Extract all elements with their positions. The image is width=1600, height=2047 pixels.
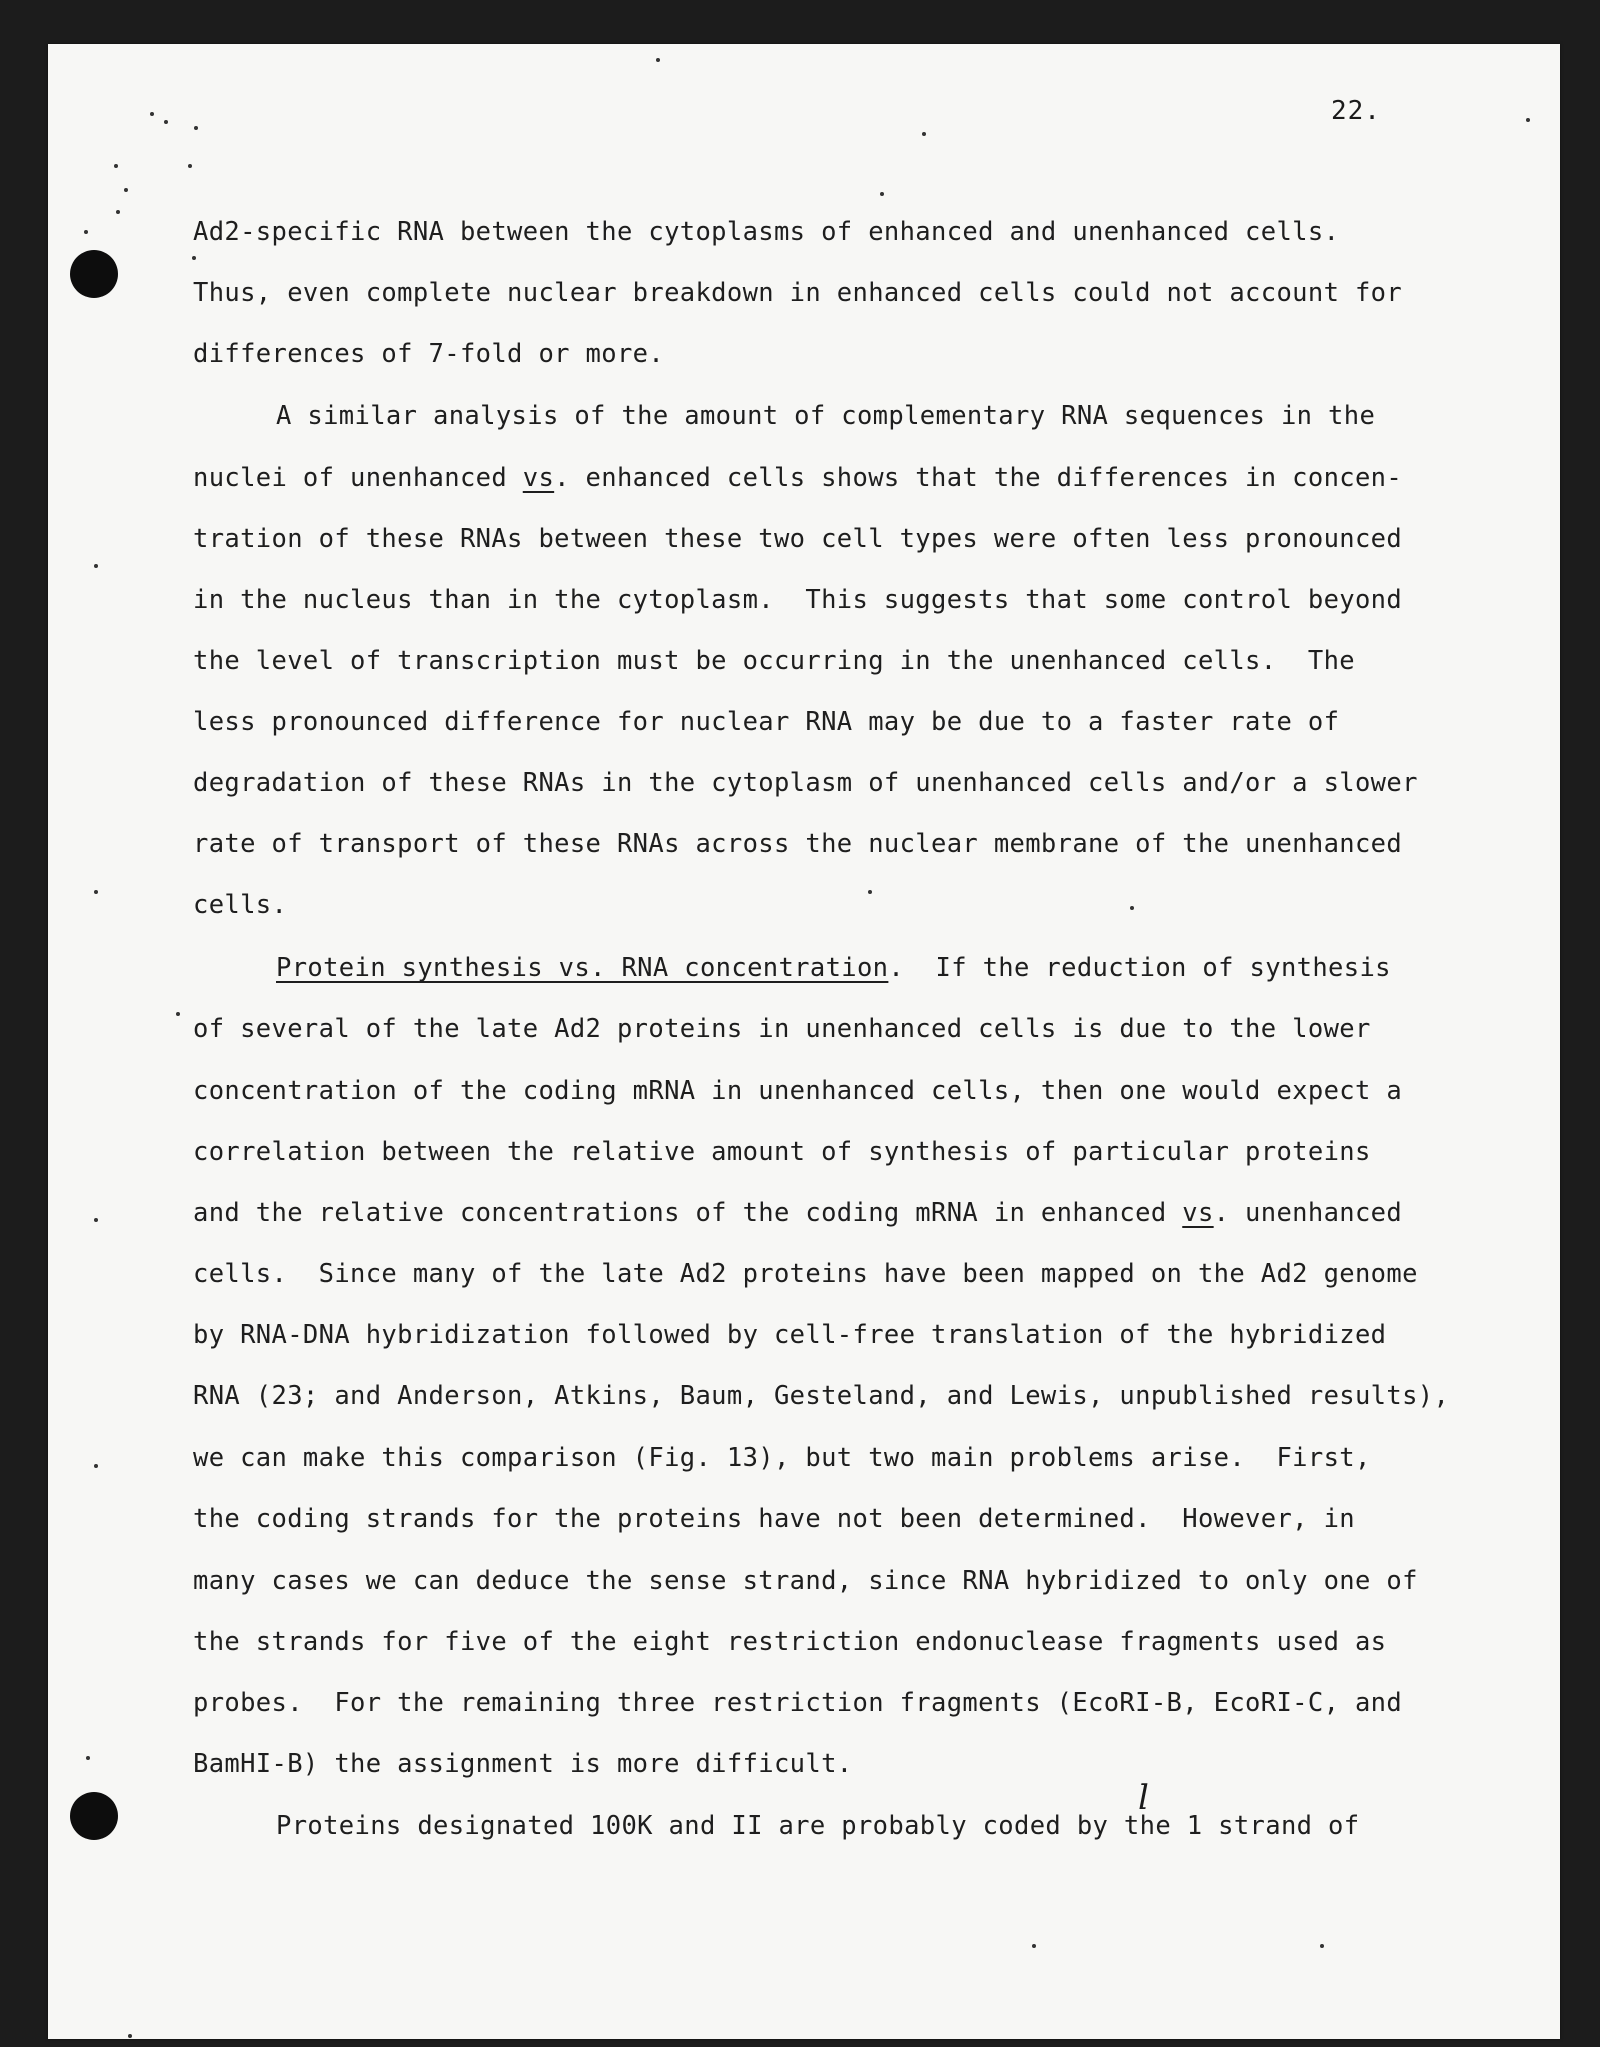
text-line [193,462,1402,494]
punch-hole-bottom [70,1792,118,1840]
speck [124,188,128,192]
text-segment: and the relative concentrations of the coding mRNA in enhanced [193,1198,1183,1228]
text-line: less pronounced difference for nuclear RNA may be due to a faster rate of [193,707,1340,737]
speck [128,2034,132,2038]
text-line: the level of transcription must be occurring in the unenhanced cells. The [193,646,1355,676]
text-line: tration of these RNAs between these two cell types were often less pronounced [193,524,1403,554]
speck [656,58,660,62]
speck [188,164,192,168]
text-line: probes. For the remaining three restriction fragments (EcoRI-B, EcoRI-C, and [193,1688,1403,1718]
text-line: differences of 7-fold or more. [193,339,665,369]
text-line [193,1197,1402,1229]
text-line: the strands for five of the eight restriction endonuclease fragments used as [193,1627,1387,1657]
speck [116,210,120,214]
text-line: correlation between the relative amount of synthesis of particular proteins [193,1137,1371,1167]
speck [94,1218,98,1222]
text-segment: . unenhanced [1213,1198,1403,1228]
speck [94,890,98,894]
text-line: rate of transport of these RNAs across the nuclear membrane of the unenhanced [193,829,1403,859]
text-line: in the nucleus than in the cytoplasm. This suggests that some control beyond [193,585,1403,615]
underlined-text: vs [1182,1198,1214,1228]
text-line: cells. Since many of the late Ad2 proteins have been mapped on the Ad2 genome [193,1259,1418,1289]
speck [868,890,872,894]
text-line: Thus, even complete nuclear breakdown in enhanced cells could not account for [193,278,1403,308]
text-line: RNA (23; and Anderson, Atkins, Baum, Gesteland, and Lewis, unpublished results), [193,1381,1450,1411]
text-segment: . If the reduction of synthesis [888,953,1391,983]
speck [86,1756,90,1760]
speck [1526,118,1530,122]
text-line: Proteins designated 100K and II are probably coded by the 1 strand of [276,1811,1360,1841]
speck [94,1464,98,1468]
text-line: by RNA-DNA hybridization followed by cell-free translation of the hybridized [193,1320,1387,1350]
text-line: cells. [193,890,288,920]
text-segment: . enhanced cells shows that the differences in concen- [554,463,1403,493]
underlined-text: Protein synthesis vs. RNA concentration [276,953,889,983]
handwritten-correction: l [1138,1778,1149,1818]
text-segment: nuclei of unenhanced [193,463,523,493]
text-line [276,952,1391,984]
page-number: 22. [1331,96,1381,126]
speck [94,564,98,568]
text-line: the coding strands for the proteins have not been determined. However, in [193,1504,1355,1534]
text-line: concentration of the coding mRNA in unenhanced cells, then one would expect a [193,1076,1403,1106]
text-line: we can make this comparison (Fig. 13), but two main problems arise. First, [193,1443,1371,1473]
text-line: A similar analysis of the amount of complementary RNA sequences in the [276,401,1376,431]
text-line: Ad2-specific RNA between the cytoplasms of enhanced and unenhanced cells. [193,217,1340,247]
text-line: many cases we can deduce the sense strand, since RNA hybridized to only one of [193,1566,1418,1596]
underlined-text: vs [522,463,555,493]
punch-hole-top [70,250,118,298]
speck [1130,906,1134,910]
speck [922,132,926,136]
speck [150,112,154,116]
speck [880,192,884,196]
speck [1032,1944,1036,1948]
text-line: of several of the late Ad2 proteins in unenhanced cells is due to the lower [193,1014,1371,1044]
speck [194,126,198,130]
speck [84,230,88,234]
speck [1320,1944,1324,1948]
speck [192,256,196,260]
speck [164,120,168,124]
speck [176,1012,180,1016]
text-line: BamHI-B) the assignment is more difficult. [193,1749,853,1779]
speck [114,164,118,168]
text-line: degradation of these RNAs in the cytoplasm of unenhanced cells and/or a slower [193,768,1418,798]
